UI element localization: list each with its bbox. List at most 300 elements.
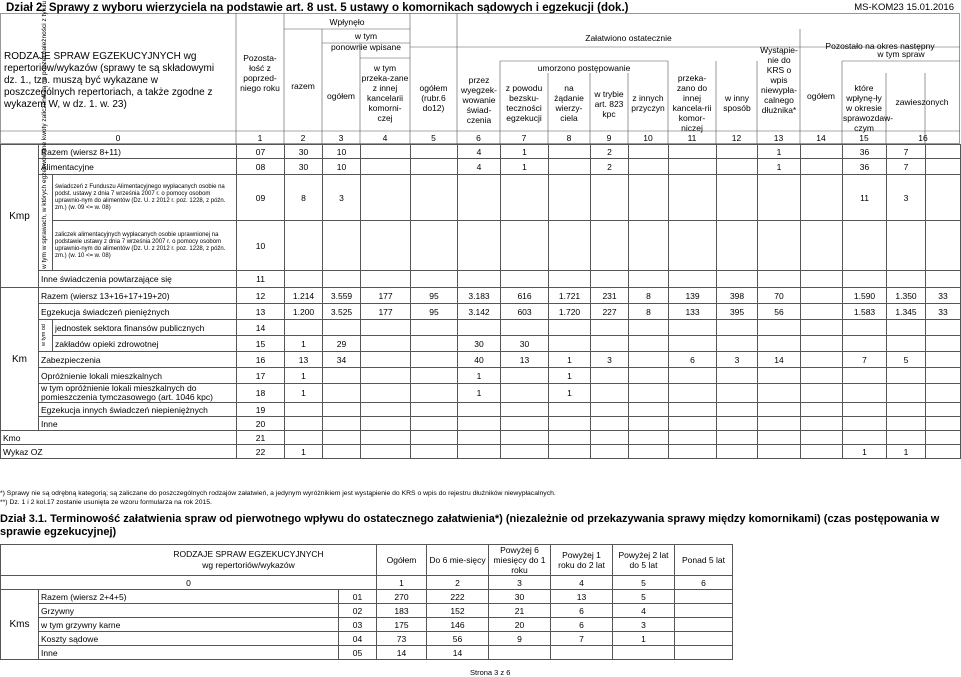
row-number: 05 (339, 646, 377, 660)
value-cell: 1.721 (549, 288, 591, 304)
value-cell (411, 368, 458, 384)
row-number: 18 (237, 384, 285, 403)
value-cell (758, 271, 801, 288)
value-cell (458, 417, 501, 431)
value-cell (549, 403, 591, 417)
value-cell (361, 320, 411, 336)
w-tym-od-label: w tym od (41, 324, 47, 347)
value-cell (801, 336, 843, 352)
value-cell (801, 288, 843, 304)
value-cell (926, 320, 961, 336)
value-cell (411, 431, 458, 445)
value-cell (843, 368, 887, 384)
value-cell (323, 221, 361, 271)
value-cell (549, 271, 591, 288)
value-cell (501, 368, 549, 384)
value-cell (717, 221, 758, 271)
value-cell (285, 417, 323, 431)
value-cell (501, 403, 549, 417)
row-number: 21 (237, 431, 285, 445)
table-row (1, 590, 733, 604)
value-cell: 1 (758, 145, 801, 159)
value-cell (717, 320, 758, 336)
value-cell (323, 320, 361, 336)
value-cell (549, 431, 591, 445)
row-number: 19 (237, 403, 285, 417)
value-cell (758, 368, 801, 384)
value-cell: 13 (285, 352, 323, 368)
value-cell (717, 271, 758, 288)
row-label: Razem (wiersz 13+16+17+19+20) (39, 288, 237, 304)
value-cell: 7 (887, 159, 926, 175)
table-row (1, 221, 961, 271)
value-cell (361, 145, 411, 159)
row-label: Alimentacyjne (39, 159, 237, 175)
table-row (1, 145, 961, 159)
value-cell (411, 445, 458, 459)
column-number: 13 (773, 133, 784, 143)
value-cell (887, 368, 926, 384)
value-cell (801, 368, 843, 384)
row-label: świadczeń z Funduszu Alimentacyjnego wypłacanych osobie na podst. ustawy z dnia 7 września 2007 r. o pomocy osobom uprawnio-nym do alimentów (Dz. U. z 2012 r. poz. 1228, z późn. zm.) (w. 09 <= w. 08) (53, 175, 237, 221)
value-cell: 7 (551, 632, 613, 646)
value-cell (411, 352, 458, 368)
value-cell (669, 431, 717, 445)
row-number: 11 (237, 271, 285, 288)
value-cell: 33 (926, 304, 961, 320)
value-cell: 177 (361, 288, 411, 304)
value-cell (411, 384, 458, 403)
value-cell (758, 336, 801, 352)
value-cell: 133 (669, 304, 717, 320)
vertical-label-cell (39, 0, 53, 271)
value-cell (361, 368, 411, 384)
header-przekazano: przeka-zano do innej kancela-rii komor-niczej (672, 73, 712, 133)
value-cell (629, 175, 669, 221)
table-header (0, 13, 960, 144)
header-inny-sposob: w inny sposób (723, 93, 751, 113)
value-cell: 30 (489, 590, 551, 604)
value-cell (717, 384, 758, 403)
value-cell (591, 445, 629, 459)
table-row (1, 445, 961, 459)
value-cell: 398 (717, 288, 758, 304)
value-cell (629, 336, 669, 352)
s31-header-row (1, 545, 733, 576)
value-cell: 3 (887, 175, 926, 221)
value-cell (669, 221, 717, 271)
value-cell (926, 417, 961, 431)
value-cell (669, 271, 717, 288)
value-cell: 10 (323, 145, 361, 159)
value-cell (717, 403, 758, 417)
value-cell (551, 646, 613, 660)
header-przekazane: w tym przeka-zane z innej kancelarii komorni-czej (361, 63, 409, 123)
value-cell (361, 221, 411, 271)
value-cell (926, 445, 961, 459)
value-cell (843, 417, 887, 431)
value-cell (843, 431, 887, 445)
value-cell (629, 159, 669, 175)
value-cell: 95 (411, 304, 458, 320)
table-row (1, 403, 961, 417)
value-cell: 29 (323, 336, 361, 352)
header-wystapienie: Wystąpie-nie do KRS o wpis niewypła-calnego dłużnika* (760, 45, 798, 115)
value-cell (629, 145, 669, 159)
value-cell (887, 320, 926, 336)
value-cell (489, 646, 551, 660)
value-cell (458, 403, 501, 417)
value-cell (926, 271, 961, 288)
value-cell (285, 271, 323, 288)
value-cell (758, 417, 801, 431)
value-cell (758, 384, 801, 403)
value-cell: 616 (501, 288, 549, 304)
value-cell (323, 368, 361, 384)
column-number: 1 (257, 133, 263, 143)
s31-col-header: Powyżej 6 miesięcy do 1 roku (489, 545, 551, 576)
value-cell: 1 (843, 445, 887, 459)
value-cell (361, 159, 411, 175)
value-cell: 13 (551, 590, 613, 604)
value-cell (411, 403, 458, 417)
value-cell: 177 (361, 304, 411, 320)
value-cell: 1 (549, 384, 591, 403)
value-cell (801, 271, 843, 288)
value-cell (591, 403, 629, 417)
value-cell (669, 145, 717, 159)
value-cell (758, 445, 801, 459)
value-cell: 231 (591, 288, 629, 304)
value-cell: 56 (427, 632, 489, 646)
value-cell: 5 (887, 352, 926, 368)
value-cell (675, 632, 733, 646)
value-cell (591, 384, 629, 403)
value-cell (801, 403, 843, 417)
table-row (1, 271, 961, 288)
table-row (1, 646, 733, 660)
value-cell: 1 (285, 445, 323, 459)
table-row (1, 320, 961, 336)
value-cell: 2 (591, 145, 629, 159)
section-31-title: Dział 3.1. Terminowość załatwienia spraw od pierwotnego wpływu do ostatecznego załatwienia*) (niezależnie od przekazywania sprawy między komornikami) (czas postępowania w sprawie egzekucyjnej) (0, 513, 940, 538)
group-label-kmp: Kmp (1, 145, 39, 288)
value-cell: 73 (377, 632, 427, 646)
column-number: 5 (431, 133, 436, 143)
row-label: Zabezpieczenia (39, 352, 237, 368)
value-cell: 603 (501, 304, 549, 320)
value-cell: 1 (501, 145, 549, 159)
value-cell: 3.183 (458, 288, 501, 304)
row-number: 14 (237, 320, 285, 336)
value-cell (717, 445, 758, 459)
value-cell (843, 271, 887, 288)
value-cell: 3 (613, 618, 675, 632)
value-cell: 14 (427, 646, 489, 660)
value-cell (926, 175, 961, 221)
value-cell (591, 431, 629, 445)
value-cell (629, 320, 669, 336)
header-wyegzekwowanie: przez wyegzek-wowanie świad-czenia (461, 75, 497, 125)
value-cell (887, 221, 926, 271)
value-cell (926, 403, 961, 417)
value-cell: 30 (458, 336, 501, 352)
value-cell (843, 320, 887, 336)
value-cell: 30 (285, 145, 323, 159)
header-innych: z innych przyczyn (631, 93, 665, 113)
row-number: 04 (339, 632, 377, 646)
value-cell: 30 (501, 336, 549, 352)
row-label: w tym opróżnienie lokali mieszkalnych do pomieszczenia tymczasowego (art. 1046 kpc) (39, 384, 237, 403)
value-cell: 70 (758, 288, 801, 304)
value-cell (926, 384, 961, 403)
group-label-km: Km (1, 288, 39, 431)
group-label-kms: Kms (1, 590, 39, 660)
row-label: Kmo (1, 431, 237, 445)
value-cell: 1.350 (887, 288, 926, 304)
value-cell: 1.583 (843, 304, 887, 320)
value-cell: 33 (926, 288, 961, 304)
column-number: 2 (300, 133, 306, 143)
s31-col-numbers (1, 576, 733, 590)
s31-col-header: Powyżej 2 lat do 5 lat (613, 545, 675, 576)
column-number: 7 (521, 133, 527, 143)
s31-col-header: Do 6 mie-sięcy (427, 545, 489, 576)
header-ogolem-rubr: ogółem (rubr.6 do12) (419, 83, 448, 113)
row-label: Koszty sądowe (39, 632, 339, 646)
table-row (1, 632, 733, 646)
value-cell: 1 (285, 368, 323, 384)
row-number: 20 (237, 417, 285, 431)
header-pozostalosc: Pozosta-łość z poprzed-niego roku (240, 53, 280, 93)
value-cell: 9 (489, 632, 551, 646)
value-cell (629, 445, 669, 459)
value-cell: 1.590 (843, 288, 887, 304)
value-cell (361, 384, 411, 403)
value-cell (323, 445, 361, 459)
value-cell: 2 (591, 159, 629, 175)
value-cell (843, 336, 887, 352)
header-ponownie: ponownie wpisane (331, 42, 401, 52)
value-cell (458, 445, 501, 459)
value-cell (458, 271, 501, 288)
column-number: 6 (476, 133, 481, 143)
value-cell (411, 145, 458, 159)
value-cell: 1 (458, 384, 501, 403)
value-cell: 1.214 (285, 288, 323, 304)
value-cell: 152 (427, 604, 489, 618)
value-cell (361, 403, 411, 417)
value-cell: 3 (591, 352, 629, 368)
s31-col-number: 3 (489, 576, 551, 590)
value-cell: 20 (489, 618, 551, 632)
value-cell (843, 221, 887, 271)
value-cell: 139 (669, 288, 717, 304)
value-cell: 1 (549, 352, 591, 368)
column-number: 12 (731, 133, 742, 143)
column-number: 14 (816, 133, 826, 143)
table-row (1, 175, 961, 221)
table-row (1, 288, 961, 304)
value-cell (926, 431, 961, 445)
value-cell: 7 (843, 352, 887, 368)
section-31-table (0, 544, 733, 660)
s31-col-number: 6 (675, 576, 733, 590)
value-cell (669, 384, 717, 403)
value-cell (411, 336, 458, 352)
value-cell (629, 417, 669, 431)
value-cell (926, 352, 961, 368)
value-cell: 1.200 (285, 304, 323, 320)
value-cell (887, 417, 926, 431)
value-cell (843, 403, 887, 417)
s31-col-header: Powyżej 1 roku do 2 lat (551, 545, 613, 576)
row-number: 12 (237, 288, 285, 304)
s31-col-number: 0 (1, 576, 377, 590)
value-cell: 1 (758, 159, 801, 175)
value-cell: 395 (717, 304, 758, 320)
table-row (1, 159, 961, 175)
column-number: 4 (382, 133, 388, 143)
value-cell (411, 417, 458, 431)
value-cell (591, 336, 629, 352)
value-cell (613, 646, 675, 660)
value-cell (926, 159, 961, 175)
row-number: 03 (339, 618, 377, 632)
value-cell: 183 (377, 604, 427, 618)
value-cell (411, 320, 458, 336)
column-number: 10 (643, 133, 653, 143)
row-label: zakładów opieki zdrowotnej (53, 336, 237, 352)
row-label: Inne (39, 646, 339, 660)
value-cell (411, 159, 458, 175)
value-cell (801, 175, 843, 221)
value-cell: 222 (427, 590, 489, 604)
row-number: 07 (237, 145, 285, 159)
value-cell: 36 (843, 159, 887, 175)
value-cell: 1 (501, 159, 549, 175)
s31-col-number: 2 (427, 576, 489, 590)
row-label: Inne świadczenia powtarzające się (39, 271, 237, 288)
value-cell (501, 417, 549, 431)
value-cell: 6 (551, 618, 613, 632)
table-row (1, 417, 961, 431)
value-cell (669, 320, 717, 336)
value-cell (887, 271, 926, 288)
value-cell: 1 (887, 445, 926, 459)
header-razem: razem (291, 81, 315, 91)
value-cell: 4 (458, 145, 501, 159)
value-cell (411, 271, 458, 288)
value-cell (926, 336, 961, 352)
table-row (1, 352, 961, 368)
header-zawieszonych: zawieszonych (895, 97, 949, 107)
value-cell: 1.720 (549, 304, 591, 320)
row-number: 13 (237, 304, 285, 320)
s31-col-header: Ogółem (377, 545, 427, 576)
value-cell (717, 159, 758, 175)
value-cell (717, 145, 758, 159)
value-cell: 7 (887, 145, 926, 159)
value-cell (361, 352, 411, 368)
value-cell: 4 (613, 604, 675, 618)
value-cell: 6 (551, 604, 613, 618)
value-cell (458, 320, 501, 336)
value-cell (717, 175, 758, 221)
value-cell (887, 384, 926, 403)
value-cell (887, 403, 926, 417)
table-row (1, 368, 961, 384)
header-zadanie: na żądanie wierzy-ciela (554, 83, 584, 123)
value-cell (629, 431, 669, 445)
value-cell (549, 145, 591, 159)
value-cell (717, 336, 758, 352)
value-cell (758, 431, 801, 445)
value-cell (361, 175, 411, 221)
value-cell: 3.559 (323, 288, 361, 304)
row-label: Razem (wiersz 2+4+5) (39, 590, 339, 604)
value-cell (549, 445, 591, 459)
value-cell (501, 221, 549, 271)
value-cell: 8 (285, 175, 323, 221)
row-number: 16 (237, 352, 285, 368)
value-cell (549, 159, 591, 175)
row-label: Inne (39, 417, 237, 431)
value-cell (501, 431, 549, 445)
footnote-2: **) Dz. 1 i 2 kol.17 zostanie usunięta ze wzoru formularza na rok 2015. (0, 499, 212, 506)
value-cell (801, 384, 843, 403)
value-cell: 14 (758, 352, 801, 368)
value-cell (629, 271, 669, 288)
value-cell (758, 175, 801, 221)
value-cell (887, 431, 926, 445)
header-wplynelo: Wpłynęło (329, 17, 365, 27)
value-cell (411, 221, 458, 271)
value-cell: 1 (285, 384, 323, 403)
value-cell (669, 445, 717, 459)
row-number: 15 (237, 336, 285, 352)
header-umorzono: umorzono postępowanie (537, 63, 631, 73)
value-cell (361, 417, 411, 431)
row-label: Opróżnienie lokali mieszkalnych (39, 368, 237, 384)
value-cell: 21 (489, 604, 551, 618)
table-row (1, 304, 961, 320)
s31-col-number: 5 (613, 576, 675, 590)
value-cell (549, 417, 591, 431)
value-cell (801, 221, 843, 271)
value-cell: 270 (377, 590, 427, 604)
value-cell (926, 368, 961, 384)
header-rodzaje: RODZAJE SPRAW EGZEKUCYJNYCH wg repertoriów/wykazów (sprawy te są składowymi dz. 1., tzn. muszą być wykazane w poszczególnych repertoriach, a także zgodne z wykazem W, w dz. 1. w. 23) (4, 51, 215, 110)
value-cell (717, 368, 758, 384)
value-cell (361, 431, 411, 445)
header-wplynely: które wpłynę-ły w okresie sprawozdaw-czym (843, 83, 894, 133)
value-cell (801, 159, 843, 175)
value-cell: 56 (758, 304, 801, 320)
value-cell: 8 (629, 304, 669, 320)
value-cell: 3.142 (458, 304, 501, 320)
value-cell (458, 175, 501, 221)
value-cell (549, 221, 591, 271)
value-cell (591, 221, 629, 271)
table-row (1, 604, 733, 618)
value-cell (675, 590, 733, 604)
value-cell: 3 (717, 352, 758, 368)
value-cell (801, 417, 843, 431)
value-cell (801, 145, 843, 159)
row-number: 08 (237, 159, 285, 175)
value-cell (591, 175, 629, 221)
